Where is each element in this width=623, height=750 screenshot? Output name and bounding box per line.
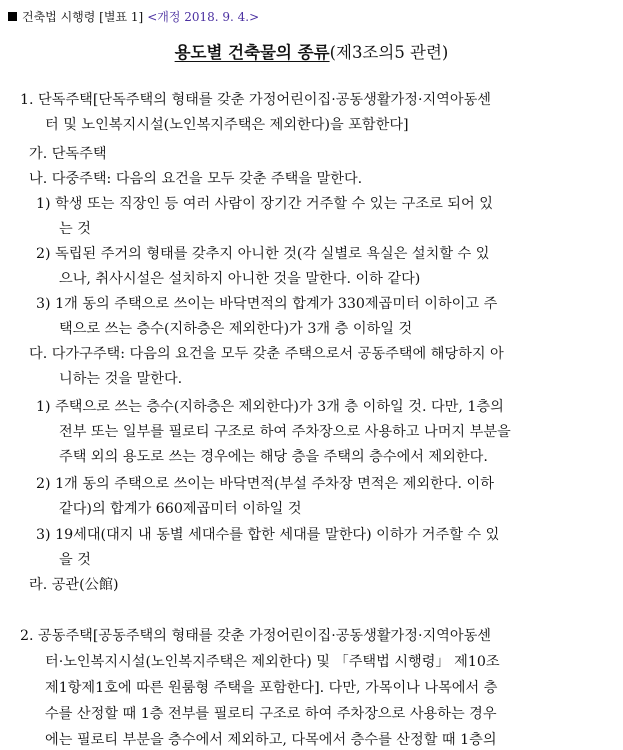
title-sub: (제3조의5 관련)	[329, 43, 449, 62]
item-1-da-1-line-2: 전부 또는 일부를 필로티 구조로 하여 주차장으로 사용하고 나머지 부분을	[59, 424, 511, 440]
black-square-icon	[8, 12, 17, 21]
item-1-line-2: 터 및 노인복지시설(노인복지주택은 제외한다)을 포함한다]	[45, 117, 409, 133]
item-1-na-1-line-2: 는 것	[59, 221, 91, 237]
title-main: 용도별 건축물의 종류	[174, 43, 330, 62]
item-1-ra: 라. 공관(公館)	[29, 577, 119, 593]
revision-date: <개정 2018. 9. 4.>	[147, 10, 260, 24]
item-1-da-line-1: 다. 다가구주택: 다음의 요건을 모두 갖춘 주택으로서 공동주택에 해당하지 아	[29, 346, 504, 362]
item-1-da-2-line-2: 같다)의 합계가 660제곱미터 이하일 것	[59, 501, 302, 517]
item-1-da-line-2: 니하는 것을 말한다.	[59, 371, 183, 387]
law-reference: 건축법 시행령 [별표 1]	[22, 10, 144, 24]
document-header	[8, 9, 259, 25]
item-2-line-4: 수를 산정할 때 1층 전부를 필로티 구조로 하여 주차장으로 사용하는 경우	[45, 706, 497, 722]
item-1-da-2-line-1: 2) 1개 동의 주택으로 쓰이는 바닥면적(부설 주차장 면적은 제외한다. 이하	[36, 476, 494, 492]
item-2-line-5: 에는 필로티 부분을 층수에서 제외하고, 다목에서 층수를 산정할 때 1층의	[45, 732, 497, 748]
item-1-na-1-line-1: 1) 학생 또는 직장인 등 여러 사람이 장기간 거주할 수 있는 구조로 되어 있	[36, 196, 493, 212]
item-2-line-2: 터·노인복지시설(노인복지주택은 제외한다) 및 「주택법 시행령」 제10조	[45, 654, 500, 670]
item-2-line-1: 2. 공동주택[공동주택의 형태를 갖춘 가정어린이집·공동생활가정·지역아동센	[20, 628, 491, 644]
item-1-da-1-line-3: 주택 외의 용도로 쓰는 경우에는 해당 층을 주택의 층수에서 제외한다.	[59, 449, 488, 465]
item-1-da-3-line-2: 을 것	[59, 552, 91, 568]
item-1-da-1-line-1: 1) 주택으로 쓰는 층수(지하층은 제외한다)가 3개 층 이하일 것. 다만, 1층의	[36, 399, 504, 415]
item-1-na-2-line-2: 으나, 취사시설은 설치하지 아니한 것을 말한다. 이하 같다)	[59, 271, 421, 287]
item-1-line-1: 1. 단독주택[단독주택의 형태를 갖춘 가정어린이집·공동생활가정·지역아동센	[20, 92, 491, 108]
item-1-ga: 가. 단독주택	[29, 146, 107, 162]
item-1-na-3-line-1: 3) 1개 동의 주택으로 쓰이는 바닥면적의 합계가 330제곱미터 이하이고 주	[36, 296, 498, 312]
page-title	[0, 42, 623, 64]
item-1-da-3-line-1: 3) 19세대(대지 내 동별 세대수를 합한 세대를 말한다) 이하가 거주할 수 있	[36, 527, 500, 543]
item-1-na: 나. 다중주택: 다음의 요건을 모두 갖춘 주택을 말한다.	[29, 171, 363, 187]
item-1-na-3-line-2: 택으로 쓰는 층수(지하층은 제외한다)가 3개 층 이하일 것	[59, 321, 413, 337]
item-2-line-3: 제1항제1호에 따른 원룸형 주택을 포함한다]. 다만, 가목이나 나목에서 층	[45, 680, 498, 696]
item-1-na-2-line-1: 2) 독립된 주거의 형태를 갖추지 아니한 것(각 실별로 욕실은 설치할 수 있	[36, 246, 490, 262]
